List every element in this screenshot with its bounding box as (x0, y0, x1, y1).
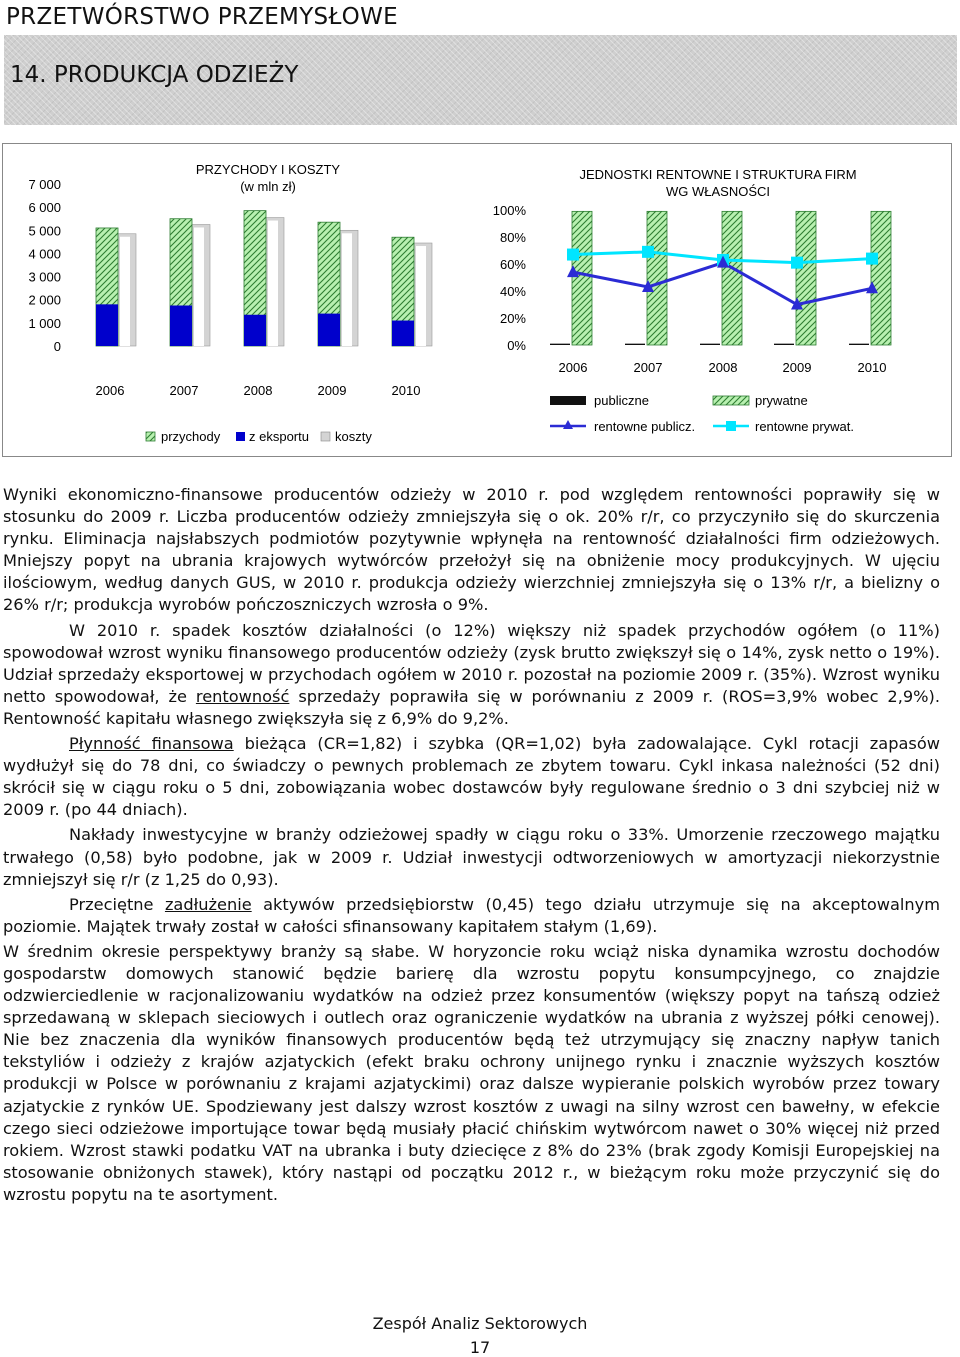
paragraph-3: Płynność finansowa bieżąca (CR=1,82) i szybka (QR=1,02) była zadowalające. Cykl rotacji zapasów wydłużył się do 78 dni, co świadczy o pewnych problemach ze zbytem towaru. Cykl inkasa należności (52 dni) skrócił się w ciągu roku o 5 dni, zobowiązania wobec dostawców były regulowane średnio o 3 dni szybciej niż w 2009 r. (po 44 dniach). (3, 734, 940, 820)
legend-rentowne-prywat: rentowne prywat. (755, 419, 854, 434)
legend-swatch-przychody (146, 432, 155, 441)
bar-eksport (392, 321, 414, 346)
link-zadluzenie[interactable]: zadłużenie (164, 894, 252, 914)
charts-svg (3, 144, 953, 458)
bar-prywatne (722, 211, 742, 345)
profitability-ownership-chart (493, 167, 891, 434)
chart1-xtick: 2008 (243, 383, 273, 398)
chart1-ytick: 1 000 (28, 315, 61, 331)
paragraph-6: W średnim okresie perspektywy branży są słabe. W horyzoncie roku wciąż niska dynamika wzrostu dochodów gospodarstw domowych stanowić będzie barierę dla wzrostu popytu konsumpcyjnego, co znajdzie odzwierciedlenie w racjonalizowaniu wydatków na odzież przez konsumentów (większy popyt na tańszą odzież sprzedawaną w sklepach sieciowych i outlech oraz ograniczenie wydatków na ubrania z wyższej półki cenowej). Nie bez znaczenia dla wyników finansowych producentów będą też utrzymujący się znaczny napływ tanich tekstyliów i odzieży z krajów azjatyckich (efekt braku ochrony unijnego rynku i znacznie wyższych kosztów produkcji w Polsce w porównaniu z krajami azjatyckimi) oraz dalsze wypieranie polskich wyrobów przez towary azjatyckie z rynków UE. Spodziewany jest dalszy wzrost kosztów z uwagi na silny wzrost cen bawełny, w efekcie czego sieci odzieżowe importujące towar będą musiały płacić chińskim wytwórcom nawet o 30% więcej niż przed rokiem. Wzrost stawki podatku VAT na ubranka i buty dziecięce z 8% do 23% (brak zgody Komisji Europejskiej na stosowanie obniżonych stawek), który nastąpi od początku 2012 r., w bieżącym roku może przyczynić się do wzrostu popytu na te asortyment. (3, 941, 940, 1204)
bar-koszty-highlight (268, 221, 278, 346)
chart1-xtick: 2006 (95, 383, 125, 398)
bar-eksport (244, 315, 266, 346)
charts-panel (2, 143, 952, 457)
point-rentowne-prywat (567, 249, 579, 261)
legend-przychody: przychody (161, 429, 221, 444)
chart2-ytick: 40% (499, 284, 526, 299)
paragraph-1: Wyniki ekonomiczno-finansowe producentów odzieży w 2010 r. pod względem rentowności poprawiły się w stosunku do 2009 r. Liczba producentów odzieży zmniejszyła się o ok. 20% r/r, co przyczyniło się do skurczenia rynku. Eliminacja najsłabszych podmiotów pozytywnie wpłynęła na rentowność działalności firm odzieżowych. Mniejszy popyt na ubrania krajowych wytwórców przełożył się na obniżenie mocy produkcyjnych. W ujęciu ilościowym, według danych GUS, w 2010 r. produkcja odzieży wierzchniej zmniejszyła się o 13% r/r, a bielizny o 26% r/r; produkcja wyrobów pończoszniczych wzrosła o 9%. (3, 485, 940, 615)
paragraph-2: W 2010 r. spadek kosztów działalności (o 12%) większy niż spadek przychodów ogółem (o 11%) spowodował wzrost wyniku finansowego producentów odzieży (zysk brutto zwiększył się o 14%, zysk netto o 19%). Udział sprzedaży eksportowej w przychodach ogółem w 2010 r. pozostał na poziomie 2009 r. (35%). Wzrost wyniku netto spowodował, że rentowność sprzedaży poprawiła się w porównaniu z 2009 r. (ROS=3,9% wobec 2,9%). Rentowność kapitału własnego zwiększyła się z 6,9% do 9,2%. (3, 620, 940, 728)
legend-marker-square (726, 421, 736, 431)
chart2-subtitle: WG WŁASNOŚCI (665, 184, 771, 199)
link-plynnosc[interactable]: Płynność finansowa (69, 734, 234, 754)
link-rentownosc[interactable]: rentowność (195, 686, 290, 706)
chart2-title: JEDNOSTKI RENTOWNE I STRUKTURA FIRM (579, 167, 857, 182)
bar-prywatne (871, 211, 891, 345)
bar-publiczne (700, 344, 720, 345)
chart1-ytick: 3 000 (28, 269, 61, 285)
legend-marker-triangle (563, 420, 573, 429)
page-title: 14. PRODUKCJA ODZIEŻY (10, 62, 299, 88)
chart1-xtick: 2009 (317, 383, 347, 398)
chart1-ytick: 2 000 (28, 292, 61, 308)
chart2-ytick: 100% (492, 203, 526, 218)
article-body (3, 484, 940, 1209)
paragraph-5: Przeciętne zadłużenie aktywów przedsiębiorstw (0,45) tego działu utrzymuje się na akceptowalnym poziomie. Majątek trwały został w całości sfinansowany kapitałem stałym (1,69). (3, 894, 941, 936)
chart1-ytick: 0 (53, 339, 61, 354)
bar-publiczne (774, 344, 794, 345)
legend-eksport: z eksportu (249, 429, 309, 444)
chart2-ytick: 0% (507, 338, 526, 353)
chart2-xtick: 2010 (857, 360, 887, 375)
chart2-xtick: 2006 (558, 360, 588, 375)
legend-koszty: koszty (335, 429, 372, 444)
chart1-ytick: 4 000 (28, 246, 61, 262)
chart1-title: PRZYCHODY I KOSZTY (195, 162, 341, 177)
chart1-ytick: 6 000 (28, 200, 61, 216)
legend-swatch-publiczne (550, 396, 586, 405)
legend-rentowne-publicz: rentowne publicz. (594, 419, 696, 434)
chart1-xtick: 2010 (391, 383, 421, 398)
point-rentowne-prywat (791, 257, 803, 269)
footer-team: Zespół Analiz Sektorowych (372, 1314, 588, 1333)
point-rentowne-prywat (642, 246, 654, 258)
chart2-xtick: 2009 (782, 360, 812, 375)
chart1-subtitle: (w mln zł) (240, 179, 296, 194)
legend-publiczne: publiczne (594, 393, 649, 408)
paragraph-4: Nakłady inwestycyjne w branży odzieżowej spadły w ciągu roku o 33%. Umorzenie rzeczowego majątku trwałego (0,58) było podobne, jak w 2009 r. Udział inwestycji odtworzeniowych w amortyzacji niekorzystnie zmniejszył się r/r (z 1,25 do 0,93). (3, 825, 940, 889)
bar-koszty-highlight (342, 233, 352, 346)
chart2-ytick: 80% (499, 230, 526, 245)
chart1-ytick: 5 000 (28, 223, 61, 239)
legend-swatch-prywatne (713, 396, 749, 405)
chart2-xtick: 2008 (708, 360, 738, 375)
page-number: 17 (469, 1338, 491, 1357)
bar-eksport (318, 314, 340, 346)
title-band (4, 35, 957, 125)
legend-prywatne: prywatne (755, 393, 808, 408)
chart2-legend (550, 393, 854, 434)
chart2-ytick: 20% (499, 311, 526, 326)
legend-swatch-koszty (321, 432, 330, 441)
chart2-xtick: 2007 (633, 360, 663, 375)
legend-swatch-eksport (236, 432, 245, 441)
bar-publiczne (849, 344, 869, 345)
bar-prywatne (796, 211, 816, 345)
bar-prywatne (647, 211, 667, 345)
bar-eksport (96, 304, 118, 346)
chart1-ytick: 7 000 (28, 177, 61, 192)
revenue-cost-chart (28, 162, 432, 444)
chart2-ytick: 60% (499, 257, 526, 272)
point-rentowne-prywat (866, 253, 878, 265)
bar-koszty-highlight (194, 228, 204, 347)
section-header: PRZETWÓRSTWO PRZEMYSŁOWE (6, 4, 398, 30)
bar-publiczne (625, 344, 645, 345)
chart1-legend (146, 429, 372, 444)
bar-prywatne (572, 211, 592, 345)
bar-publiczne (550, 344, 570, 345)
bar-eksport (170, 306, 192, 347)
bar-koszty-highlight (120, 237, 130, 346)
bar-koszty-highlight (416, 246, 426, 346)
chart1-xtick: 2007 (169, 383, 199, 398)
